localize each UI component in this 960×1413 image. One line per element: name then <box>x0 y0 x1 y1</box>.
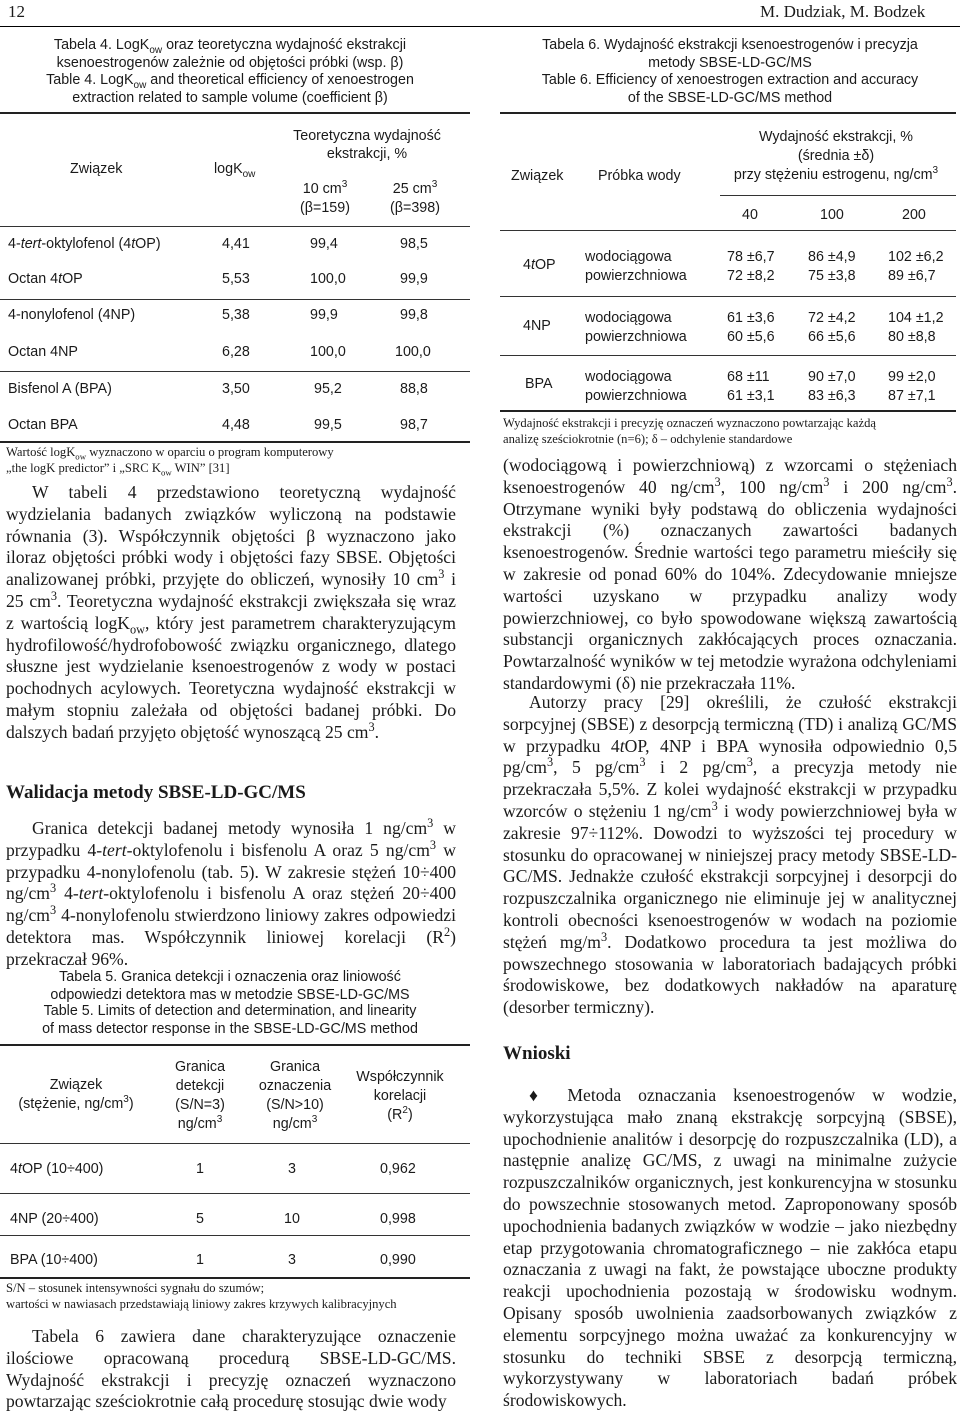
table6-cell: 72 ±4,2 66 ±5,6 <box>808 310 856 345</box>
table6-header-conc-40: 40 <box>742 207 758 223</box>
table5-note: S/N – stosunek intensywności sygnału do szumów; wartości w nawiasach przedstawiają liniowy zakres krzywych kalibracyjnych <box>6 1281 397 1311</box>
table6-cell: 61 ±3,6 60 ±5,6 <box>727 310 775 345</box>
paragraph-text: Tabela 6 zawiera dane charakteryzujące oznaczenie ilościowe opracowaną procedurą SBSE-LD-GC/MS. Wydajność ekstrakcji i precyzję oznaczeń wyznaczono powtarzając sześciokrotnie całą procedurę stosując dwie wody <box>6 1326 456 1412</box>
table6-header-rule <box>500 230 956 231</box>
table6-header-sample: Próbka wody <box>598 168 681 184</box>
table4-cell: 99,5 <box>314 417 342 433</box>
table5-cell: 3 <box>288 1252 296 1268</box>
table5-row-rule <box>0 1235 470 1236</box>
table6-cell: 104 ±1,2 80 ±8,8 <box>888 310 944 345</box>
table6-note: Wydajność ekstrakcji i precyzję oznaczeń wyznaczono powtarzając każdą analizę sześciokrotnie (n=6); δ – odchylenie standardowe <box>503 416 877 446</box>
table6-header-compound: Związek <box>511 168 564 184</box>
table4-cell: 98,5 <box>400 236 428 252</box>
table4-cell: 99,4 <box>310 236 338 252</box>
paragraph-text: ♦ Metoda oznaczania ksenoestrogenów w wodzie, wykorzystująca mało znaną ekstrakcję sorpcyjną (SBSE), upochodnienie analitów i desorpcję do rozpuszczalnika (LD), a następnie analizę GC/MS, z uwagi na minimalne zużycie rozpuszczalników organicznych, jest konkurencyjna w stosunku do powszechnie stosowanych metod. Zaproponowany sposób upochodnienia badanych związków w wodzie – jako niezbędny etap przygotowania chromatograficznego – nie zakłóca etapu oznaczania z uwagi na fakt, że powstające uboczne produkty reakcji upochodnienia pozostają w środowisku wodnym. Opisany sposób uwolnienia zaadsorbowanych związków z elementu sorpcyjnego można uważać za konkurencyjny w stosunku do techniki SBSE z desorpcją termiczną, wykorzystywany w laboratoriach badań próbek środowiskowych. <box>503 1085 957 1411</box>
table5-bottom-rule <box>0 1277 470 1279</box>
table4-cell: 99,9 <box>310 307 338 323</box>
table5-top-rule <box>0 1044 470 1046</box>
paragraph-text: W tabeli 4 przedstawiono teoretyczną wydajność wydzielania badanych związków wyliczoną na podstawie równania (3). Współczynnik objętości β wyznaczono jako iloraz objętości próbki wody i objętości fazy SBSE. Objętości analizowanej próbki, przyjęte do obliczeń, wynosiły 10 $cm^3$ i 25 $cm^3$. Teoretyczna wydajność ekstrakcji zwiększała się wraz z wartością logK$_{ow}$, który jest parametrem charakteryzującym hydrofilowość/hydrofobowość związku organicznego, dlatego słuszne jest wydzielanie ksenoestrogenów z wody w postaci pochodnych acylowych. Teoretyczna wydajność ekstrakcji w małym stopniu zależała od objętości badanej próbki. Do dalszych badań przyjęto objętość wynoszącą 25 $cm^3$. <box>6 482 456 742</box>
page-number: 12 <box>8 2 25 21</box>
table5-cell: 1 <box>196 1252 204 1268</box>
table4-note: Wartość logK$_{ow}$ wyznaczono w oparciu o program komputerowy „the logK predictor” i „SRC $K_{ow}$ WIN” [31] <box>6 445 334 478</box>
table5-cell: 10 <box>284 1211 300 1227</box>
table4-header-compound: Związek <box>70 161 123 177</box>
table6-subheader-rule <box>720 195 956 196</box>
paragraph-text: (wodociągową i powierzchniową) z wzorcami o stężeniach ksenoestrogenów 40 $ng/cm^3$, 100 $ng/cm^3$ i 200 $ng/cm^3$. Otrzymane wyniki były podstawą do obliczenia wydajności ekstrakcji (%) oznaczanych zawartości badanych ksenoestrogenów. Średnie wartości tego parametru mieściły się w zakresie od ponad 60% do 104%. Zdecydowanie mniejsze wartości uzyskano w przypadku analizy wody powierzchniowej, co było spowodowane większą zawartością substancji organicznych zakłócających proces oznaczania. Powtarzalność wyników w tej metodzie wyrażona odchyleniami standardowymi (δ) nie przekraczała 11%. <box>503 455 957 693</box>
table4-cell: 4,48 <box>222 417 250 433</box>
table6-cell: 68 ±11 61 ±3,1 <box>727 369 775 404</box>
table4-cell: 98,7 <box>400 417 428 433</box>
table4-cell: 95,2 <box>314 381 342 397</box>
table5-caption-pl: Tabela 5. Granica detekcji i oznaczenia oraz liniowość odpowiedzi detektora mas w metodzie SBSE-LD-GC/MS <box>50 969 410 1003</box>
right-paragraph-1 <box>503 455 957 695</box>
table4-cell: 100,0 <box>395 344 431 360</box>
running-header-authors: M. Dudziak, M. Bodzek <box>760 2 926 21</box>
table4-caption-en: Table 4. LogK$_{ow}$ and theoretical efficiency of xenoestrogen extraction related to sample volume (coefficient β) <box>46 72 414 106</box>
table5-cell: 3 <box>288 1161 296 1177</box>
section-heading-validation: Walidacja metody SBSE-LD-GC/MS <box>6 782 306 803</box>
table4-cell: Octan BPA <box>8 417 78 433</box>
table6-cell: 78 ±6,7 72 ±8,2 <box>727 249 775 284</box>
table6-cell: 4tOP <box>523 257 556 273</box>
table4-cell: 5,38 <box>222 307 250 323</box>
table5-cell: 0,990 <box>380 1252 416 1268</box>
table4-cell: 99,9 <box>400 271 428 287</box>
table6-cell: wodociągowa powierzchniowa <box>585 369 687 404</box>
table5-cell: 1 <box>196 1161 204 1177</box>
table5-row-rule <box>0 1193 470 1194</box>
table6-top-rule <box>500 112 956 114</box>
right-paragraph-3 <box>503 1085 957 1412</box>
table5-cell: 4NP (20÷400) <box>10 1211 99 1227</box>
table5-header-lod: Granica detekcji (S/N=3) $ng/cm^3$ <box>174 1059 226 1132</box>
table4-cell: 100,0 <box>310 271 346 287</box>
table4-caption-pl: Tabela 4. LogK$_{ow}$ oraz teoretyczna wydajność ekstrakcji ksenoestrogenów zależnie od objętości próbki (wsp. β) <box>53 37 407 71</box>
table5-cell: 4tOP (10÷400) <box>10 1161 104 1177</box>
table4-cell: Octan 4tOP <box>8 271 83 287</box>
table4-cell: Bisfenol A (BPA) <box>8 381 112 397</box>
table5-cell: BPA (10÷400) <box>10 1252 98 1268</box>
table6-cell: wodociągowa powierzchniowa <box>585 310 687 345</box>
table4-cell: 4-nonylofenol (4NP) <box>8 307 136 323</box>
table6 <box>0 0 960 420</box>
table6-header-efficiency: Wydajność ekstrakcji, % (średnia ±δ) przy stężeniu estrogenu, $ng/cm^3$ <box>733 129 939 183</box>
table4-cell: Octan 4NP <box>8 344 78 360</box>
table6-header-conc-200: 200 <box>902 207 926 223</box>
table5-cell: 5 <box>196 1211 204 1227</box>
table5-header-r2: Współczynnik korelacji $(R^2)$ <box>356 1069 444 1123</box>
table4-cell: 99,8 <box>400 307 428 323</box>
table6-caption-en: Table 6. Efficiency of xenoestrogen extraction and accuracy of the SBSE-LD-GC/MS method <box>541 72 919 106</box>
table5-caption-en: Table 5. Limits of detection and determination, and linearity of mass detector response in the SBSE-LD-GC/MS method <box>42 1003 418 1037</box>
table5-header-compound: Związek (stężenie, $ng/cm^3$) <box>18 1077 134 1112</box>
table5-cell: 0,962 <box>380 1161 416 1177</box>
left-paragraph-3 <box>6 1326 456 1413</box>
table5-cell: 0,998 <box>380 1211 416 1227</box>
table6-cell: 102 ±6,2 89 ±6,7 <box>888 249 944 284</box>
table6-header-conc-100: 100 <box>820 207 844 223</box>
table6-cell: BPA <box>525 376 553 392</box>
paragraph-text: Granica detekcji badanej metody wynosiła 1 $ng/cm^3$ w przypadku 4-tert-oktylofenolu i bisfenolu A oraz 5 $ng/cm^3$ w przypadku 4-nonylofenolu (tab. 5). W zakresie stężeń 10÷400 $ng/cm^3$ 4-tert-oktylofenolu i bisfenolu A oraz stężeń 20÷400 $ng/cm^3$ 4-nonylofenolu stwierdzono liniowy zakres odpowiedzi detektora mas. Współczynnik liniowej korelacji $(R^2)$ przekraczał 96%. <box>6 816 457 969</box>
table6-row-rule <box>500 355 956 356</box>
right-paragraph-2 <box>503 692 957 1019</box>
table6-row-rule <box>500 296 956 297</box>
table6-caption-pl: Tabela 6. Wydajność ekstrakcji ksenoestrogenów i precyzja metody SBSE-LD-GC/MS <box>542 37 918 71</box>
table4-header-25cm: 25 $cm^3$ (β=398) <box>390 179 440 216</box>
table4-cell: 100,0 <box>310 344 346 360</box>
table5-header-rule <box>0 1143 470 1144</box>
table4-cell: 88,8 <box>400 381 428 397</box>
table4-header-efficiency: Teoretyczna wydajność ekstrakcji, % <box>293 128 441 162</box>
table5-header-loq: Granica oznaczenia (S/N>10) $ng/cm^3$ <box>258 1059 332 1132</box>
paragraph-text: Autorzy pracy [29] określili, że czułość ekstrakcji sorpcyjnej (SBSE) z desorpcją termiczną (TD) i analizą GC/MS w przypadku 4tOP, 4NP i BPA wynosiła odpowiednio 0,5 $pg/cm^3$, 5 $pg/cm^3$ i 2 $pg/cm^3$, a precyzja metody nie przekraczała 5,5%. Z kolei wydajność ekstrakcji w przypadku wzorców o stężeniu 1 $ng/cm^3$ i wody powierzchniowej była w zakresie 97÷112%. Dowodzi to wyższości tej procedury w stosunku do opracowanej w niniejszej pracy metody SBSE-LD-GC/MS. Jednakże czułość ekstrakcji sorpcyjnej i desorpcji do rozpuszczalnika organicznego nie eliminuje jej w analitycznej kontroli obecności ksenoestrogenów w wodach na poziomie stężeń $mg/m^3$. Dodatkowo procedura ta jest możliwa do powszechnego stosowania w laboratoriach badających próbki środowiskowe, bez dodatkowych nakładów na aparaturę (desorber termiczny). <box>503 692 958 1018</box>
table4-cell: 6,28 <box>222 344 250 360</box>
table6-cell: 4NP <box>523 318 551 334</box>
table4-cell: 5,53 <box>222 271 250 287</box>
table6-bottom-rule <box>500 410 956 412</box>
table6-cell: 90 ±7,0 83 ±6,3 <box>808 369 856 404</box>
table4-cell: 4-tert-oktylofenol (4tOP) <box>8 236 161 252</box>
section-heading-conclusions: Wnioski <box>503 1043 571 1064</box>
table4-header-logk: logK$_{ow}$ <box>214 161 256 180</box>
table6-cell: wodociągowa powierzchniowa <box>585 249 687 284</box>
table4-cell: 4,41 <box>222 236 250 252</box>
table4-cell: 3,50 <box>222 381 250 397</box>
table6-cell: 99 ±2,0 87 ±7,1 <box>888 369 936 404</box>
table6-cell: 86 ±4,9 75 ±3,8 <box>808 249 856 284</box>
table4-header-10cm: 10 $cm^3$ (β=159) <box>300 179 350 216</box>
